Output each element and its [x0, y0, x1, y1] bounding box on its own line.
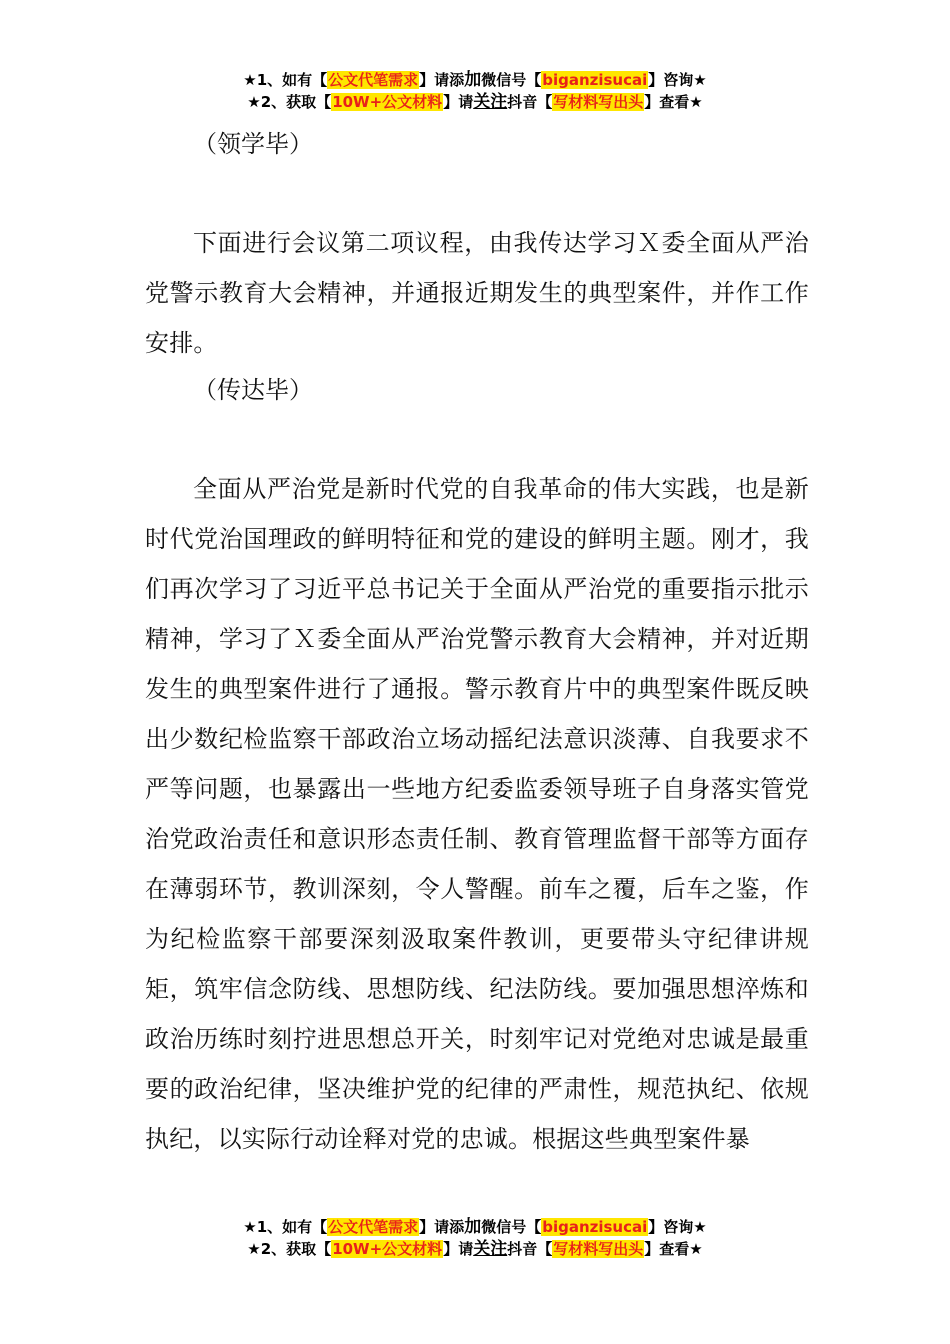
promo-highlight-wechat-id: biganzisucai — [542, 71, 648, 89]
stage-note-relay-finished: （传达毕） — [193, 376, 313, 404]
paragraph-agenda: 下面进行会议第二项议程，由我传达学习Ｘ委全面从严治党警示教育大会精神，并通报近期发生的典型案件，并作工作安排。 — [145, 229, 809, 357]
promo-line-2: ★2、获取【10W+公文材料】请关注抖音【写材料写出头】查看★ — [247, 92, 703, 112]
promo-highlight-wechat-id: biganzisucai — [542, 1218, 648, 1236]
promo-highlight-douyin-account: 写材料写出头 — [553, 1240, 644, 1258]
header-promo-banner — [0, 69, 950, 113]
promo-highlight-service: 公文代笔需求 — [328, 1218, 419, 1236]
promo-highlight-douyin-account: 写材料写出头 — [553, 93, 644, 111]
promo-highlight-service: 公文代笔需求 — [328, 71, 419, 89]
promo-line-1: ★1、如有【公文代笔需求】请添加微信号【biganzisucai】咨询★ — [243, 70, 707, 90]
paragraph-main-speech: 全面从严治党是新时代党的自我革命的伟大实践，也是新时代党治国理政的鲜明特征和党的建设的鲜明主题。刚才，我们再次学习了习近平总书记关于全面从严治党的重要指示批示精神，学习了Ｘ委全面从严治党警示教育大会精神，并对近期发生的典型案件进行了通报。警示教育片中的典型案件既反映出少数纪检监察干部政治立场动摇纪法意识淡薄、自我要求不严等问题，也暴露出一些地方纪委监委领导班子自身落实管党治党政治责任和意识形态责任制、教育管理监督干部等方面存在薄弱环节，教训深刻，令人警醒。前车之覆，后车之鉴，作为纪检监察干部要深刻汲取案件教训，更要带头守纪律讲规矩，筑牢信念防线、思想防线、纪法防线。要加强思想淬炼和政治历练时刻拧进思想总开关，时刻牢记对党绝对忠诚是最重要的政治纪律，坚决维护党的纪律的严肃性，规范执纪、依规执纪，以实际行动诠释对党的忠诚。根据这些典型案件暴 — [145, 475, 809, 1153]
stage-note-study-finished: （领学毕） — [193, 130, 313, 158]
document-body — [145, 122, 809, 1164]
footer-promo-banner — [0, 1216, 950, 1260]
promo-highlight-materials: 10W+公文材料 — [332, 1240, 443, 1258]
promo-line-1: ★1、如有【公文代笔需求】请添加微信号【biganzisucai】咨询★ — [243, 1217, 707, 1237]
promo-line-2: ★2、获取【10W+公文材料】请关注抖音【写材料写出头】查看★ — [247, 1239, 703, 1259]
promo-highlight-materials: 10W+公文材料 — [332, 93, 443, 111]
